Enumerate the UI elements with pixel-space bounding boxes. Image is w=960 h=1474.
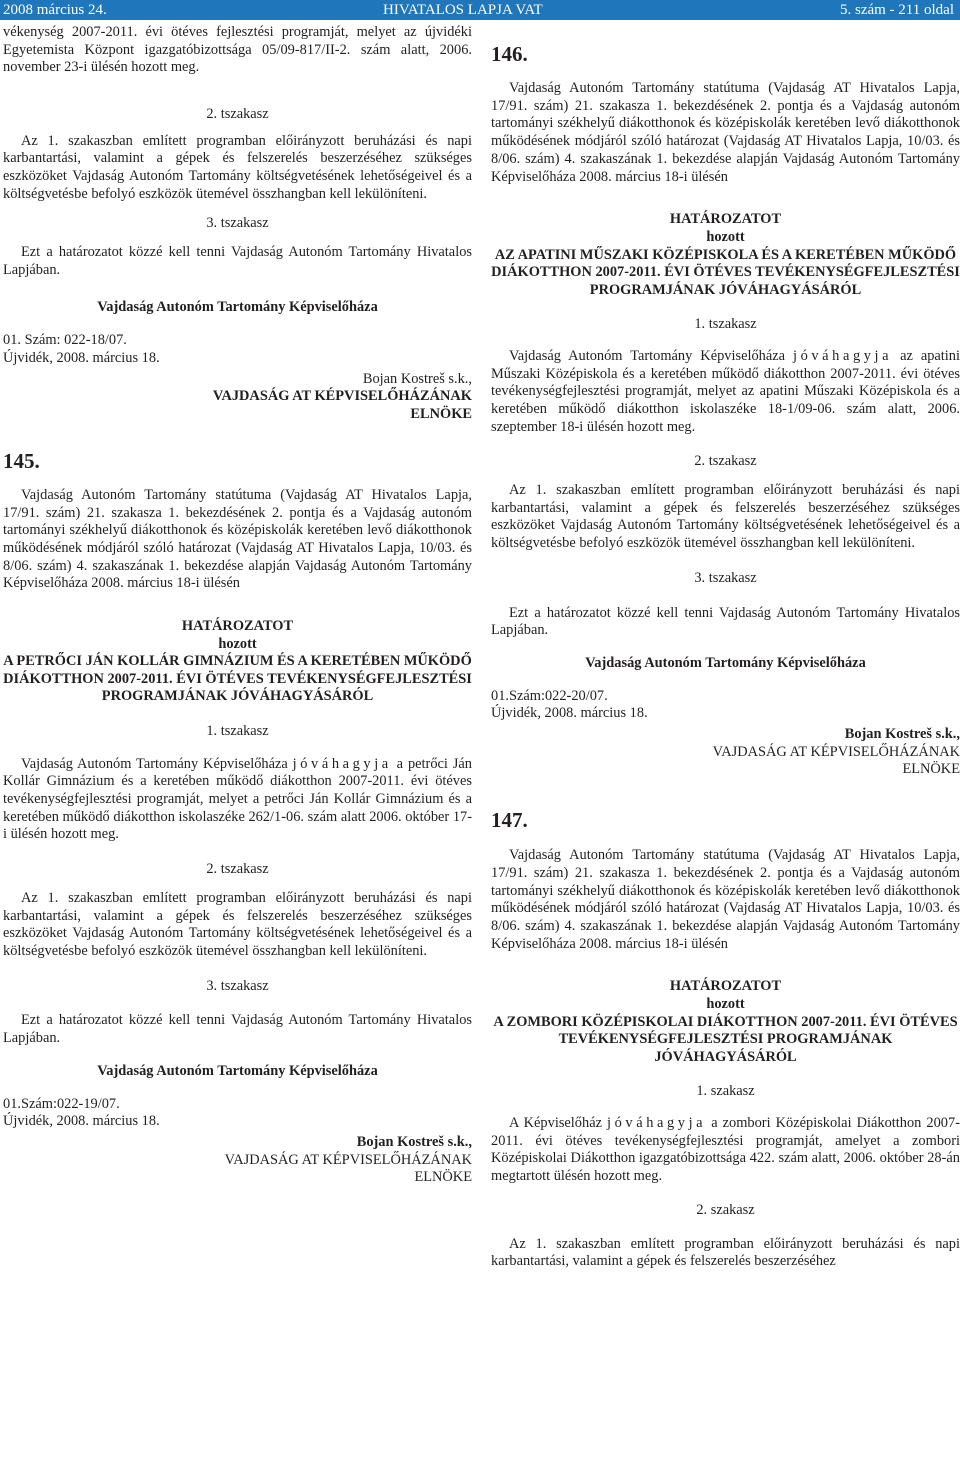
signer-role: VAJDASÁG AT KÉPVISELŐHÁZÁNAK bbox=[712, 743, 960, 760]
header-date: 2008 március 24. bbox=[3, 2, 107, 18]
decision-title: AZ APATINI MŰSZAKI KÖZÉPISKOLA ÉS A KERETÉBEN MŰKÖDŐ DIÁKOTTHON 2007-2011. ÉVI ÖTÉVES TEVÉKENYSÉGFEJLESZTÉSI PROGRAMJÁNAK JÓVÁHAGYÁSÁRÓL bbox=[491, 246, 960, 298]
section-text: Az 1. szakaszban említett programban előirányzott beruházási és napi karbantartási, valamint a gépek és felszerelés beszerzéséhez szükséges eszközöket Vajdaság Autonóm Tartomány költségvetésének lehetőségeivel és a költségvetésbe befolyó eszközök ütemével összhangban kell lekülöníteni. bbox=[3, 132, 472, 202]
signer-role: ELNÖKE bbox=[902, 761, 960, 778]
section-heading: 3. tszakasz bbox=[206, 977, 269, 994]
spaced-verb: jóváhagyja bbox=[292, 755, 392, 772]
section-text-lead: Vajdaság Autonóm Tartomány Képviselőháza bbox=[509, 347, 793, 364]
section-text bbox=[3, 756, 472, 845]
signer-role: ELNÖKE bbox=[410, 406, 472, 423]
reference-number: 01.Szám:022-20/07. bbox=[491, 687, 608, 704]
section-heading: 3. tszakasz bbox=[206, 214, 269, 231]
page-header bbox=[0, 0, 960, 20]
section-text bbox=[491, 1115, 960, 1186]
decision-hozott: hozott bbox=[706, 996, 745, 1013]
section-heading: 2. szakasz bbox=[696, 1201, 755, 1218]
section-text bbox=[491, 348, 960, 437]
place-date: Újvidék, 2008. március 18. bbox=[3, 350, 160, 367]
decision-heading: HATÁROZATOT bbox=[181, 618, 294, 635]
section-heading: 1. tszakasz bbox=[694, 316, 757, 333]
decision-hozott: hozott bbox=[706, 228, 745, 245]
left-column bbox=[3, 24, 472, 1187]
right-column bbox=[491, 24, 960, 1271]
section-text-lead: A Képviselőház bbox=[509, 1115, 608, 1132]
signer-name: Bojan Kostreš s.k., bbox=[362, 370, 472, 387]
section-text-lead: Vajdaság Autonóm Tartomány Képviselőháza bbox=[21, 755, 293, 772]
place-date: Újvidék, 2008. március 18. bbox=[3, 1113, 160, 1130]
section-text: Ezt a határozatot közzé kell tenni Vajdaság Autonóm Tartomány Hivatalos Lapjában. bbox=[3, 1012, 472, 1047]
decision-title: A PETRŐCI JÁN KOLLÁR GIMNÁZIUM ÉS A KERETÉBEN MŰKÖDŐ DIÁKOTTHON 2007-2011. ÉVI ÖTÉVES TEVÉKENYSÉGFEJLESZTÉSI PROGRAMJÁNAK JÓVÁHAGYÁSÁRÓL bbox=[3, 653, 472, 705]
section-heading: 1. tszakasz bbox=[206, 722, 269, 739]
document-number: 145. bbox=[3, 448, 40, 473]
reference-number: 01. Szám: 022-18/07. bbox=[3, 332, 127, 349]
preamble: Vajdaság Autonóm Tartomány statútuma (Vajdaság AT Hivatalos Lapja, 17/91. szám) 21. szakasza 1. bekezdésének 2. pontja és a Vajdaság autonóm tartományi székhelyű diákotthonok és középiskolák keretében levő diákotthonok működésének módjáról szóló határozat (Vajdaság AT Hivatalos Lapja, 10/03. és 8/06. szám) 4. szakaszának 1. bekezdése alapján Vajdaság Autonóm Tartomány Képviselőháza 2008. március 18-i ülésén bbox=[491, 847, 960, 952]
reference-number: 01.Szám:022-19/07. bbox=[3, 1095, 120, 1112]
decision-heading: HATÁROZATOT bbox=[669, 978, 782, 995]
header-page-number: 5. szám - 211 oldal bbox=[839, 2, 954, 18]
continued-text: vékenység 2007-2011. évi ötéves fejlesztési programját, melyet az újvidéki Egyetemista Központ igazgatóbizottsága 05/09-817/II-2. szám alatt, 2006. november 23-i ülésén hozott meg. bbox=[3, 24, 472, 76]
assembly-name: Vajdaság Autonóm Tartomány Képviselőháza bbox=[97, 298, 378, 315]
section-text-rest: a petrőci Ján Kollár Gimnázium és a keretében működő diákotthon 2007-2011. évi ötéves tevékenységfejlesztési programját, melyet a petrőci Ján Kollár Gimnázium és a keretében működő diákotthon iskolaszéke 262/1-06. szám alatt 2006. október 17-i ülésén hozott meg. bbox=[3, 755, 472, 843]
section-heading: 2. tszakasz bbox=[206, 861, 269, 878]
place-date: Újvidék, 2008. március 18. bbox=[491, 705, 648, 722]
decision-heading: HATÁROZATOT bbox=[669, 211, 782, 228]
section-text: Ezt a határozatot közzé kell tenni Vajdaság Autonóm Tartomány Hivatalos Lapjában. bbox=[491, 604, 960, 639]
assembly-name: Vajdaság Autonóm Tartomány Képviselőháza bbox=[585, 654, 866, 671]
section-heading: 3. tszakasz bbox=[694, 569, 757, 586]
section-text-rest: az apatini Műszaki Középiskola és a keretében működő diákotthon 2007-2011. évi ötéves tevékenységfejlesztési programját, melyet az apatini Műszaki Középiskola és a keretében működő diákotthon iskolaszéke 18-1/09-06. szám alatt, 2006. szeptember 18-i ülésén hozott meg. bbox=[491, 347, 960, 435]
signer-role: VAJDASÁG AT KÉPVISELŐHÁZÁNAK bbox=[224, 1151, 472, 1168]
signer-role: ELNÖKE bbox=[414, 1169, 472, 1186]
section-heading: 2. tszakasz bbox=[694, 453, 757, 470]
spaced-verb: jóváhagyja bbox=[607, 1115, 707, 1132]
decision-title: A ZOMBORI KÖZÉPISKOLAI DIÁKOTTHON 2007-2011. ÉVI ÖTÉVES TEVÉKENYSÉGFEJLESZTÉSI PROGRAMJÁNAK JÓVÁHAGYÁSÁRÓL bbox=[493, 1013, 958, 1065]
document-number: 147. bbox=[491, 808, 528, 833]
section-text: Az 1. szakaszban említett programban előirányzott beruházási és napi karbantartási, valamint a gépek és felszerelés beszerzéséhez szükséges eszközöket Vajdaság Autonóm Tartomány költségvetésének lehetőségeivel és a költségvetésbe befolyó eszközök ütemével összhangban kell lekülöníteni. bbox=[3, 889, 472, 959]
preamble: Vajdaság Autonóm Tartomány statútuma (Vajdaság AT Hivatalos Lapja, 17/91. szám) 21. szakasza 1. bekezdésének 2. pontja és a Vajdaság autonóm tartományi székhelyű diákotthonok és középiskolák keretében levő diákotthonok működésének módjáról szóló határozat (Vajdaság AT Hivatalos Lapja, 10/03. és 8/06. szám) 4. szakaszának 1. bekezdése alapján Vajdaság Autonóm Tartomány Képviselőháza 2008. március 18-i ülésén bbox=[3, 486, 472, 592]
section-heading: 2. tszakasz bbox=[206, 106, 269, 122]
signer-role: VAJDASÁG AT KÉPVISELŐHÁZÁNAK bbox=[212, 388, 472, 405]
signer-name: Bojan Kostreš s.k., bbox=[356, 1133, 472, 1150]
header-title: HIVATALOS LAPJA VAT bbox=[383, 2, 543, 18]
section-text: Ezt a határozatot közzé kell tenni Vajdaság Autonóm Tartomány Hivatalos Lapjában. bbox=[3, 244, 472, 278]
section-text-rest: a zombori Középiskolai Diákotthon 2007-2011. évi ötéves tevékenységfejlesztési programját, amelyet a zombori Középiskolai Diákotthon igazgatóbizottsága 422. szám alatt, 2006. október 28-án megtartott ülésén hozott meg. bbox=[491, 1115, 960, 1185]
section-heading: 1. szakasz bbox=[696, 1083, 755, 1100]
document-number: 146. bbox=[491, 42, 528, 66]
preamble: Vajdaság Autonóm Tartomány statútuma (Vajdaság AT Hivatalos Lapja, 17/91. szám) 21. szakasza 1. bekezdésének 2. pontja és a Vajdaság autonóm tartományi székhelyű diákotthonok és középiskolák keretében levő diákotthonok működésének módjáról szóló határozat (Vajdaság AT Hivatalos Lapja, 10/03. és 8/06. szám) 4. szakaszának 1. bekezdése alapján Vajdaság Autonóm Tartomány Képviselőháza 2008. március 18-i ülésén bbox=[491, 80, 960, 185]
signer-name: Bojan Kostreš s.k., bbox=[844, 726, 960, 743]
assembly-name: Vajdaság Autonóm Tartomány Képviselőháza bbox=[97, 1062, 378, 1079]
section-text: Az 1. szakaszban említett programban előirányzott beruházási és napi karbantartási, valamint a gépek és felszerelés beszerzéséhez bbox=[491, 1235, 960, 1270]
spaced-verb: jóváhagyja bbox=[792, 347, 893, 364]
section-text: Az 1. szakaszban említett programban előirányzott beruházási és napi karbantartási, valamint a gépek és felszerelés beszerzéséhez szükséges eszközöket Vajdaság Autonóm Tartomány költségvetésének lehetőségeivel és a költségvetésbe befolyó eszközök ütemével összhangban kell lekülöníteni. bbox=[491, 482, 960, 552]
decision-hozott: hozott bbox=[218, 635, 257, 652]
